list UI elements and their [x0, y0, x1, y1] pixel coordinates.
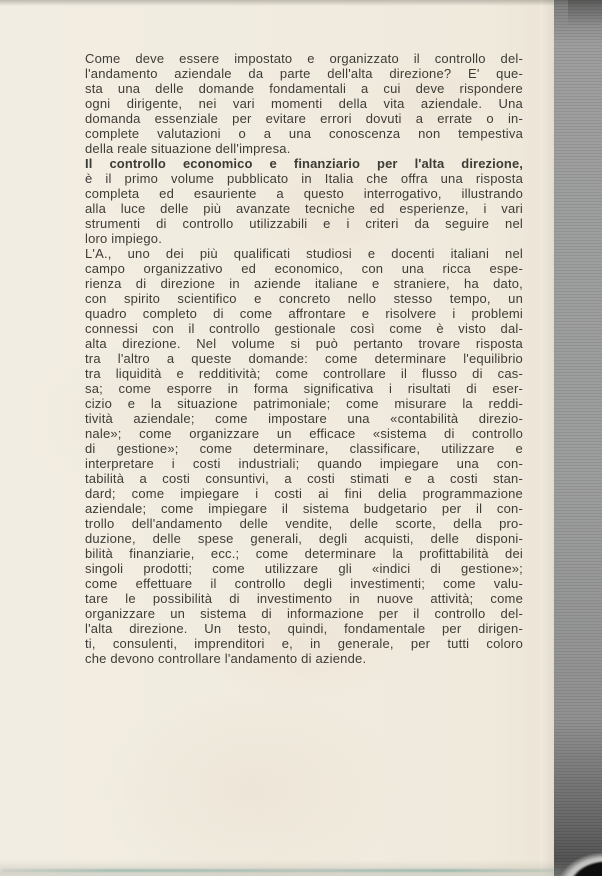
blurb-text-block	[85, 51, 523, 666]
text-line: bilità finanziarie, ecc.; come determinare la profittabilità dei	[85, 546, 523, 561]
text-line: tività aziendale; come impostare una «contabilità direzio-	[85, 411, 523, 426]
text-line: cizio e la situazione patrimoniale; come misurare la reddi-	[85, 396, 523, 411]
text-line: singoli prodotti; come utilizzare gli «indici di gestione»;	[85, 561, 523, 576]
text-line: Come deve essere impostato e organizzato il controllo del-	[85, 51, 523, 66]
text-line: di gestione»; come determinare, classificare, utilizzare e	[85, 441, 523, 456]
text-line: della reale situazione dell'impresa.	[85, 141, 291, 156]
text-line: alla luce delle più avanzate tecniche ed esperienze, i vari	[85, 201, 523, 216]
text-line: ogni dirigente, nei vari momenti della vita aziendale. Una	[85, 96, 523, 111]
text-line: complete valutazioni o a una conoscenza non tempestiva	[85, 126, 523, 141]
bottom-right-corner-shadow	[538, 820, 602, 876]
text-line: duzione, delle spese generali, degli acquisti, delle disponi-	[85, 531, 523, 546]
page-bottom-edge	[0, 860, 602, 876]
text-line: domanda essenziale per evitare errori dovuti a errate o in-	[85, 111, 523, 126]
book-edge-shadow	[554, 0, 602, 876]
text-line: come effettuare il controllo degli investimenti; come valu-	[85, 576, 523, 591]
text-line-book-title: Il controllo economico e finanziario per l'alta direzione,	[85, 156, 523, 171]
text-line: ti, consulenti, imprenditori e, in generale, per tutti coloro	[85, 636, 523, 651]
text-line: tabilità a costi consuntivi, a costi stimati e a costi stan-	[85, 471, 523, 486]
text-line: alta direzione. Nel volume si può pertanto trovare risposta	[85, 336, 523, 351]
text-line: campo organizzativo ed economico, con una ricca espe-	[85, 261, 523, 276]
text-line: strumenti di controllo utilizzabili e i criteri da seguire nel	[85, 216, 523, 231]
text-line: rienza di direzione in aziende italiane e straniere, ha dato,	[85, 276, 523, 291]
text-line: connessi con il controllo gestionale così come è visto dal-	[85, 321, 523, 336]
text-line: tare le possibilità di investimento in nuove attività; come	[85, 591, 523, 606]
text-line: è il primo volume pubblicato in Italia che offra una risposta	[85, 171, 523, 186]
text-line: L'A., uno dei più qualificati studiosi e docenti italiani nel	[85, 246, 523, 261]
text-line: sta una delle domande fondamentali a cui deve rispondere	[85, 81, 523, 96]
scanner-teal-line	[2, 869, 562, 872]
text-line: trollo dell'andamento delle vendite, delle scorte, della pro-	[85, 516, 523, 531]
text-line: dard; come impiegare i costi ai fini delia programmazione	[85, 486, 523, 501]
text-line: l'andamento aziendale da parte dell'alta direzione? E' que-	[85, 66, 523, 81]
top-edge-shadow	[0, 0, 602, 6]
text-line: l'alta direzione. Un testo, quindi, fondamentale per dirigen-	[85, 621, 523, 636]
text-line: organizzare un sistema di informazione per il controllo del-	[85, 606, 523, 621]
text-line: tra l'altro a queste domande: come determinare l'equilibrio	[85, 351, 523, 366]
text-line: che devono controllare l'andamento di aziende.	[85, 651, 367, 666]
text-line: sa; come esporre in forma significativa i risultati di eser-	[85, 381, 523, 396]
text-line: tra liquidità e redditività; come controllare il flusso di cas-	[85, 366, 523, 381]
text-line: interpretare i costi industriali; quando impiegare una con-	[85, 456, 523, 471]
text-line: quadro completo di come affrontare e risolvere i problemi	[85, 306, 523, 321]
text-line: completa ed esauriente a questo interrogativo, illustrando	[85, 186, 523, 201]
text-line: aziendale; come impiegare il sistema budgetario per il con-	[85, 501, 523, 516]
text-line: con spirito scientifico e concreto nello stesso tempo, un	[85, 291, 523, 306]
text-line: loro impiego.	[85, 231, 163, 246]
text-line: nale»; come organizzare un efficace «sistema di controllo	[85, 426, 523, 441]
